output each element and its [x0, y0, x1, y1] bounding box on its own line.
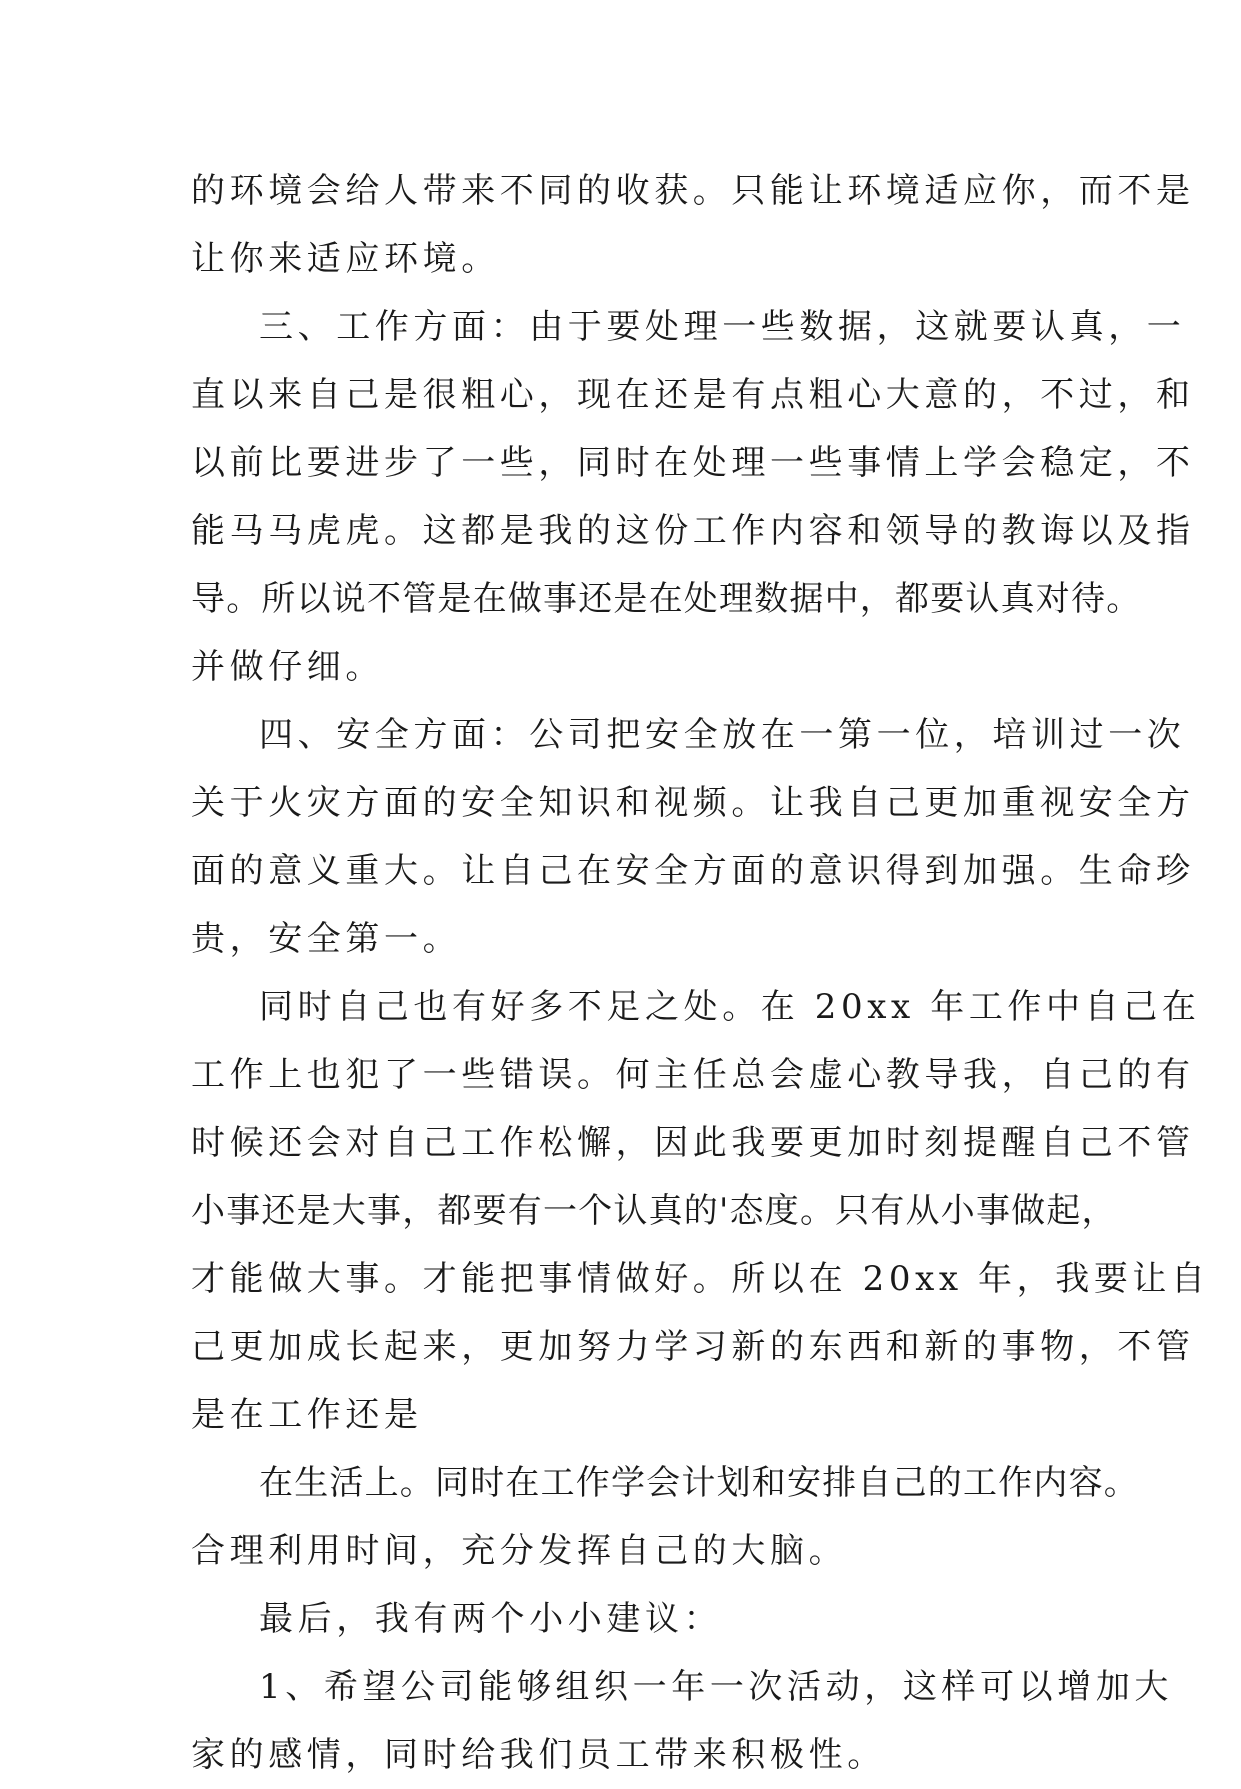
text-line: 小事还是大事，都要有一个认真的'态度。只有从小事做起，	[191, 1191, 1117, 1231]
text-line: 面的意义重大。让自己在安全方面的意识得到加强。生命珍	[191, 851, 1195, 891]
text-line: 贵，安全第一。	[191, 919, 462, 959]
text-line: 关于火灾方面的安全知识和视频。让我自己更加重视安全方	[191, 783, 1195, 823]
paragraph-start: 同时自己也有好多不足之处。在 20xx 年工作中自己在	[259, 987, 1201, 1027]
text-line: 己更加成长起来，更加努力学习新的东西和新的事物，不管	[191, 1327, 1195, 1367]
paragraph-start: 在生活上。同时在工作学会计划和安排自己的工作内容。	[259, 1463, 1139, 1503]
text-line: 让你来适应环境。	[191, 239, 500, 279]
text-line: 工作上也犯了一些错误。何主任总会虚心教导我，自己的有	[191, 1055, 1195, 1095]
text-line: 导。所以说不管是在做事还是在处理数据中，都要认真对待。	[191, 579, 1142, 619]
text-line: 的环境会给人带来不同的收获。只能让环境适应你，而不是	[191, 171, 1195, 211]
document-body	[191, 157, 1210, 1789]
paragraph-start: 四、安全方面：公司把安全放在一第一位，培训过一次	[259, 715, 1186, 755]
text-line: 以前比要进步了一些，同时在处理一些事情上学会稳定，不	[191, 443, 1195, 483]
text-line: 合理利用时间，充分发挥自己的大脑。	[191, 1531, 848, 1571]
text-line: 才能做大事。才能把事情做好。所以在 20xx 年，我要让自	[191, 1259, 1210, 1299]
paragraph-start: 1、希望公司能够组织一年一次活动，这样可以增加大	[259, 1667, 1174, 1707]
text-line: 并做仔细。	[191, 647, 384, 687]
paragraph-start: 最后，我有两个小小建议：	[259, 1599, 723, 1639]
text-line: 时候还会对自己工作松懈，因此我要更加时刻提醒自己不管	[191, 1123, 1195, 1163]
text-line: 直以来自己是很粗心，现在还是有点粗心大意的，不过，和	[191, 375, 1195, 415]
text-line: 是在工作还是	[191, 1395, 423, 1435]
paragraph-start: 三、工作方面：由于要处理一些数据，这就要认真，一	[259, 307, 1186, 347]
text-line: 能马马虎虎。这都是我的这份工作内容和领导的教诲以及指	[191, 511, 1195, 551]
text-line: 家的感情，同时给我们员工带来积极性。	[191, 1735, 886, 1775]
